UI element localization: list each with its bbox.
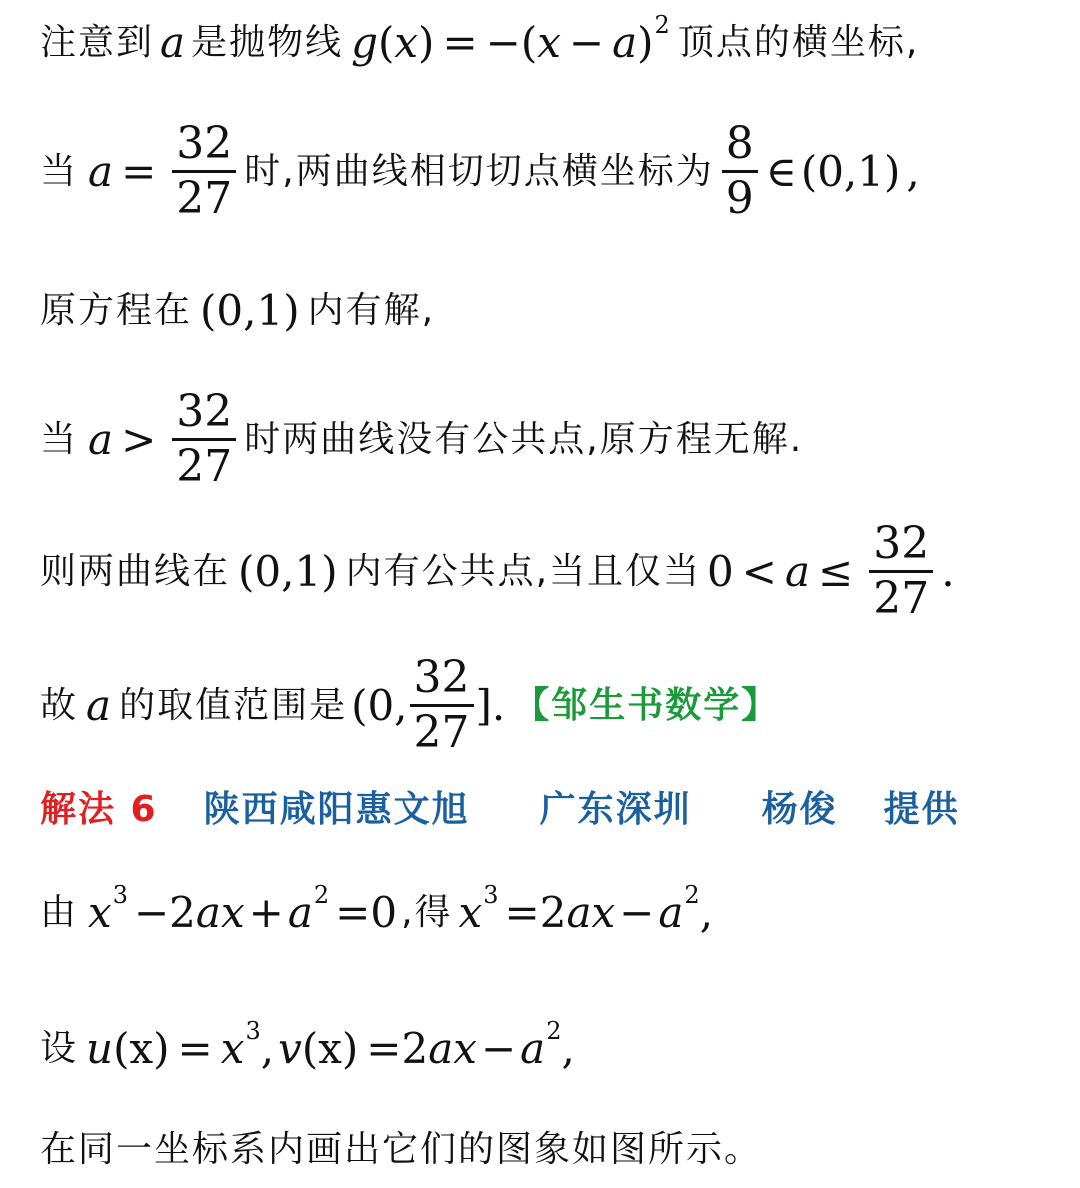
comma: , [260, 1024, 275, 1073]
var-x: x [458, 888, 483, 937]
numerator: 32 [413, 652, 470, 703]
line-has-solution [40, 286, 436, 335]
method-label: 解法 6 [40, 789, 158, 830]
argument-x: (x) [113, 1024, 170, 1073]
line-define-functions [40, 1017, 575, 1073]
var-a: a [658, 888, 684, 937]
equals: = [121, 146, 157, 196]
minus: − [480, 1024, 517, 1073]
var-x: x [220, 1024, 245, 1073]
text: 内有解, [307, 290, 436, 331]
var-a: a [784, 546, 811, 596]
number-zero: 0 [707, 546, 734, 596]
exponent: 3 [483, 881, 499, 909]
denominator: 27 [873, 573, 930, 624]
text: 时,两曲线相切切点横坐标为 [244, 150, 714, 192]
denominator: 27 [176, 173, 233, 224]
text: 则两曲线在 [40, 550, 231, 592]
line-equation-transform [40, 881, 714, 937]
text: 时两曲线没有公共点,原方程无解. [244, 418, 804, 460]
numerator: 32 [176, 386, 233, 437]
var-a: a [88, 146, 114, 196]
text: 设 [40, 1028, 79, 1069]
text: 当 [40, 418, 79, 460]
brand-tag: 【邹生书数学】 [513, 684, 780, 726]
paren: ( [377, 18, 395, 67]
element-of: ∈ [765, 146, 797, 196]
var-a: a [88, 414, 114, 464]
provided-by: 提供 [883, 789, 960, 830]
exponent: 2 [546, 1017, 562, 1045]
minus: − [619, 888, 655, 937]
var-a: a [86, 680, 112, 730]
denominator: 9 [725, 173, 754, 224]
var-x: x [88, 888, 112, 937]
fraction-32-27 [172, 386, 236, 492]
text: 的取值范围是 [119, 684, 348, 726]
interval-open: (0, [351, 680, 408, 730]
text: ,得 [401, 892, 453, 933]
var-a: a [287, 888, 313, 937]
fraction-8-9 [722, 118, 758, 224]
denominator: 27 [176, 441, 233, 492]
numerator: 8 [725, 118, 754, 169]
equals: = [177, 1024, 213, 1073]
exponent: 3 [245, 1017, 261, 1045]
interval: (0,1) [800, 146, 901, 196]
text: 在同一坐标系内画出它们的图象如图所示。 [40, 1129, 763, 1170]
equals-two: =2 [366, 1024, 429, 1073]
numerator: 32 [873, 518, 930, 569]
term-ax: ax [566, 888, 616, 937]
line-vertex-note [40, 11, 920, 67]
denominator: 27 [413, 707, 470, 758]
minus-paren: −( [485, 18, 538, 67]
less-equal: ≤ [818, 546, 854, 596]
text: 由 [40, 892, 79, 933]
var-x: x [394, 18, 419, 67]
fraction-32-27 [410, 652, 474, 758]
line-method-heading [40, 789, 960, 830]
text: 故 [40, 684, 79, 726]
exponent: 2 [654, 11, 670, 39]
minus: − [568, 18, 605, 67]
exponent: 2 [684, 881, 700, 909]
var-a: a [160, 18, 186, 67]
equals-two: =2 [504, 888, 567, 937]
text: 注意到 [40, 22, 155, 63]
interval-close: ]. [475, 680, 506, 730]
line-draw-graphs [40, 1129, 763, 1170]
exponent: 2 [313, 881, 330, 909]
author-1: 陕西咸阳惠文旭 [203, 789, 470, 830]
interval: (0,1) [200, 286, 300, 335]
var-a: a [612, 18, 638, 67]
var-a: a [520, 1024, 546, 1073]
interval: (0,1) [238, 546, 338, 596]
line-iff-condition [40, 518, 955, 624]
line-tangent [40, 118, 920, 224]
fraction-32-27 [172, 118, 236, 224]
minus-two: −2 [133, 888, 196, 937]
term-ax: ax [428, 1024, 477, 1073]
func-g: g [351, 18, 378, 67]
text: 内有公共点,当且仅当 [345, 550, 702, 592]
text: 原方程在 [40, 290, 193, 331]
equals: = [442, 18, 478, 67]
numerator: 32 [176, 118, 233, 169]
var-x: x [537, 18, 561, 67]
text: 是抛物线 [191, 22, 344, 63]
comma: , [561, 1024, 575, 1073]
author-2-name: 杨俊 [761, 789, 838, 830]
term-ax: ax [195, 888, 245, 937]
text: 当 [40, 150, 79, 192]
period: . [941, 546, 955, 596]
func-v: v [278, 1024, 302, 1073]
less-than: < [741, 546, 777, 596]
author-2-location: 广东深圳 [539, 789, 692, 830]
exponent: 3 [112, 881, 128, 909]
greater-than: > [121, 414, 157, 464]
plus: + [248, 888, 284, 937]
paren: ) [637, 18, 654, 67]
func-u: u [86, 1024, 114, 1073]
line-no-solution [40, 386, 804, 492]
paren: ) [418, 18, 435, 67]
comma: , [906, 146, 920, 196]
argument-x: (x) [301, 1024, 359, 1073]
text: 顶点的横坐标, [677, 22, 920, 63]
equals-zero: =0 [335, 888, 398, 937]
line-range-answer [40, 652, 780, 758]
comma: , [699, 888, 714, 937]
fraction-32-27 [869, 518, 933, 624]
